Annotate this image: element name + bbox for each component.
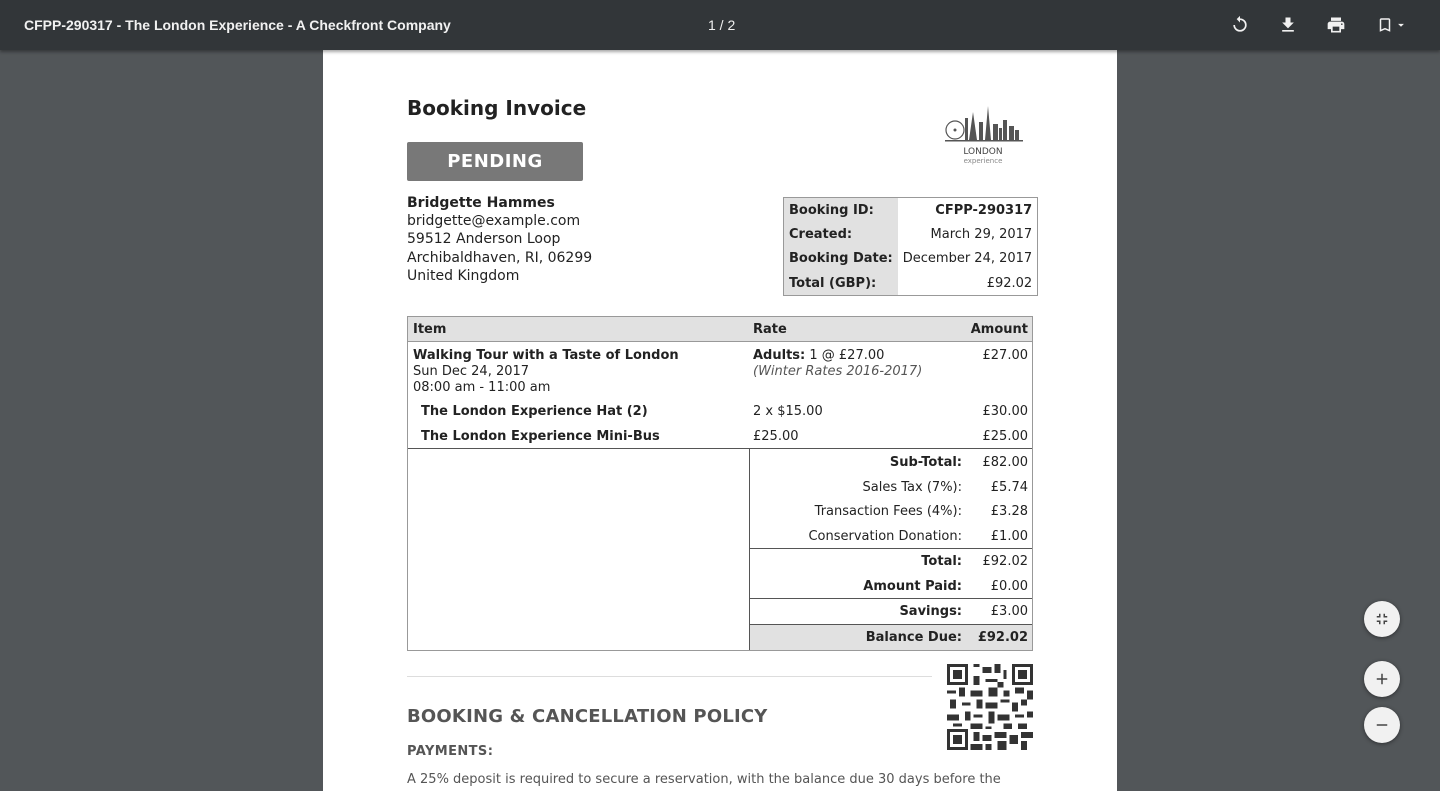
notes-area [408,448,750,650]
donation-label: Conservation Donation: [808,528,962,544]
policy-heading: BOOKING & CANCELLATION POLICY [407,706,768,727]
booking-value: £92.02 [986,275,1033,291]
items-table-header [408,317,1032,342]
totals-row-subtotal [750,450,1032,475]
rotate-button[interactable] [1228,13,1252,37]
savings-value: £3.00 [990,604,1028,619]
document-title: CFPP-290317 - The London Experience - A Checkfront Company [24,17,451,33]
customer-country: United Kingdom [407,267,520,284]
booking-value: CFPP-290317 [935,202,1033,218]
balance-due-label: Balance Due: [865,630,962,645]
savings-label: Savings: [899,604,962,619]
amount-paid-value: £0.00 [990,578,1028,594]
balance-due-value: £92.02 [977,630,1028,645]
donation-value: £1.00 [990,528,1028,544]
booking-label: Booking Date: [784,247,898,272]
zoom-out-button[interactable] [1364,707,1400,743]
amount-paid-label: Amount Paid: [863,578,962,594]
customer-address-line2: Archibaldhaven, RI, 06299 [407,249,593,266]
column-header-item: Item [413,322,447,337]
booking-label: Total (GBP): [784,271,898,296]
download-icon [1278,15,1298,35]
booking-label: Created: [784,222,898,247]
addon-amount: £30.00 [982,404,1028,419]
tour-time: 08:00 am - 11:00 am [413,380,551,395]
addon-name: The London Experience Mini-Bus [421,429,660,444]
page-indicator: 1 / 2 [708,17,736,33]
booking-value: December 24, 2017 [902,251,1033,267]
tour-rate-value: 1 @ £27.00 [809,348,885,363]
sales-tax-value: £5.74 [990,479,1028,495]
booking-label: Booking ID: [784,198,898,223]
column-header-amount: Amount [970,322,1028,337]
download-button[interactable] [1276,13,1300,37]
total-value: £92.02 [982,554,1028,569]
customer-address-line1: 59512 Anderson Loop [407,231,561,248]
customer-email: bridgette@example.com [407,213,581,230]
totals-row-sales-tax [750,475,1032,500]
addon-rate: £25.00 [753,429,799,444]
bookmark-icon [1376,16,1394,34]
totals-row-donation [750,524,1032,549]
booking-row [784,247,1038,272]
totals-row-balance-due [750,625,1032,650]
policy-text: A 25% deposit is required to secure a reservation, with the balance due 30 days before the [407,772,1001,787]
pdf-toolbar [0,0,1440,50]
booking-details-table [783,197,1038,296]
totals-row-total [750,549,1032,574]
customer-name: Bridgette Hammes [407,195,555,211]
invoice-title: Booking Invoice [407,96,587,120]
print-icon [1326,15,1346,35]
tour-name: Walking Tour with a Taste of London [413,348,679,363]
booking-row [784,222,1038,247]
plus-icon [1373,670,1391,688]
totals-row-transaction-fees [750,499,1032,524]
tour-rate-note: (Winter Rates 2016-2017) [753,364,923,379]
tour-rate-label: Adults: [753,348,806,363]
minus-icon [1373,716,1391,734]
bookmark-menu-button[interactable] [1372,13,1412,37]
totals-block [750,448,1032,650]
tour-amount: £27.00 [982,348,1028,363]
pdf-page [323,50,1117,791]
fit-to-page-icon [1373,610,1391,628]
tour-date: Sun Dec 24, 2017 [413,364,530,379]
fit-to-page-button[interactable] [1364,601,1400,637]
sales-tax-label: Sales Tax (7%): [862,479,962,495]
subtotal-value: £82.00 [982,455,1028,470]
transaction-fees-value: £3.28 [990,504,1028,519]
addon-name: The London Experience Hat (2) [421,404,648,419]
column-header-rate: Rate [753,322,787,337]
svg-text:experience: experience [963,157,1003,165]
transaction-fees-label: Transaction Fees (4%): [814,504,962,519]
section-divider [407,676,932,677]
rotate-icon [1230,15,1250,35]
items-table [407,316,1033,651]
subtotal-label: Sub-Total: [889,455,962,470]
tour-rate [753,348,884,363]
customer-block [407,194,592,285]
totals-row-amount-paid [750,574,1032,599]
addon-rate: 2 x $15.00 [753,404,823,419]
chevron-down-icon [1394,18,1408,32]
status-badge: PENDING [407,142,583,181]
booking-row [784,198,1038,223]
payments-heading: PAYMENTS: [407,744,494,759]
svg-text:LONDON: LONDON [963,147,1003,157]
print-button[interactable] [1324,13,1348,37]
london-experience-logo [943,104,1027,166]
booking-value: March 29, 2017 [930,226,1033,242]
totals-row-savings [750,599,1032,624]
total-label: Total: [921,554,962,569]
booking-row [784,271,1038,296]
qr-code [947,664,1033,750]
zoom-in-button[interactable] [1364,661,1400,697]
addon-amount: £25.00 [982,429,1028,444]
